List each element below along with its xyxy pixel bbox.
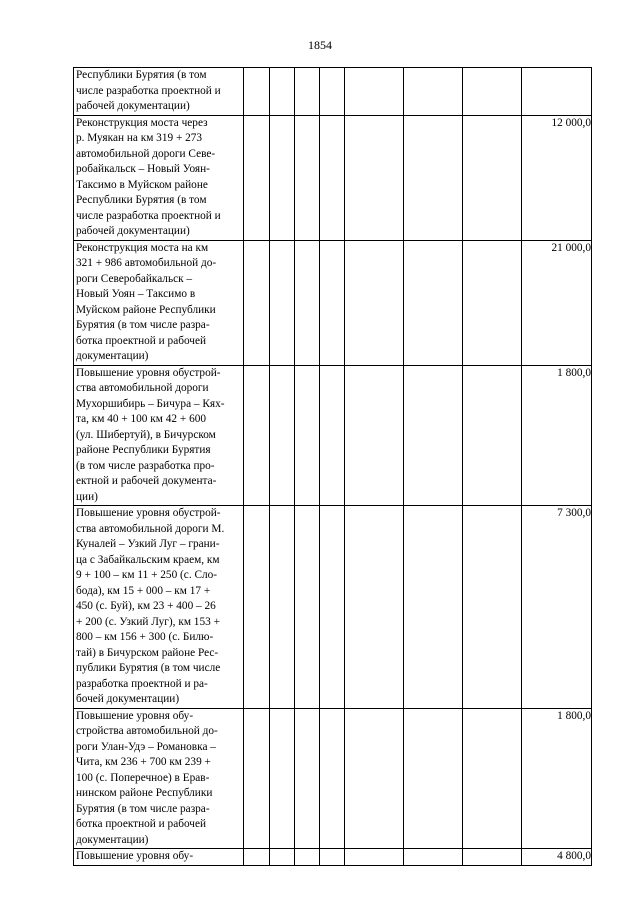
- empty-cell: [270, 849, 295, 866]
- empty-cell: [345, 506, 404, 709]
- table-row: [74, 708, 592, 849]
- amount-cell: 1 800,0: [522, 708, 592, 849]
- empty-cell: [320, 115, 345, 240]
- object-name-line: Повышение уровня обу-: [76, 709, 194, 722]
- object-name-line: ботка проектной и рабочей: [76, 334, 207, 347]
- object-name-line: ства автомобильной дороги М.: [76, 522, 225, 535]
- object-name-line: стройства автомобильной до-: [76, 725, 218, 737]
- object-name-cell: [74, 365, 244, 506]
- object-name-line: документации): [76, 833, 149, 846]
- amount-cell: [522, 68, 592, 116]
- empty-cell: [295, 365, 320, 506]
- object-name-line: публики Бурятия (в том числе: [76, 662, 221, 674]
- empty-cell: [404, 68, 463, 116]
- empty-cell: [463, 365, 522, 506]
- object-name-line: 800 – км 156 + 300 (с. Билю-: [76, 631, 214, 643]
- empty-cell: [270, 506, 295, 709]
- empty-cell: [270, 115, 295, 240]
- table-row: [74, 68, 592, 116]
- empty-cell: [404, 240, 463, 365]
- object-name-line: Новый Уоян – Таксимо в: [76, 288, 196, 300]
- amount-cell: 7 300,0: [522, 506, 592, 709]
- empty-cell: [320, 365, 345, 506]
- object-name-line: Бурятия (в том числе разра-: [76, 802, 210, 815]
- object-name-line: та, км 40 + 100 км 42 + 600: [76, 413, 207, 425]
- empty-cell: [295, 68, 320, 116]
- empty-cell: [320, 240, 345, 365]
- empty-cell: [463, 506, 522, 709]
- object-name-line: Реконструкция моста через: [76, 116, 208, 129]
- object-name-line: (ул. Шибертуй), в Бичурском: [76, 428, 216, 441]
- empty-cell: [320, 708, 345, 849]
- object-name-line: Республики Бурятия (в том: [76, 69, 207, 81]
- object-name-line: бода), км 15 + 000 – км 17 +: [76, 584, 211, 597]
- amount-cell: 1 800,0: [522, 365, 592, 506]
- object-name-line: Муйском районе Республики: [76, 303, 216, 316]
- amount-cell: 21 000,0: [522, 240, 592, 365]
- empty-cell: [270, 240, 295, 365]
- empty-cell: [270, 365, 295, 506]
- empty-cell: [295, 708, 320, 849]
- object-name-line: рабочей документации): [76, 100, 190, 112]
- object-name-line: ботка проектной и рабочей: [76, 818, 207, 830]
- object-name-line: ектной и рабочей документа-: [76, 475, 217, 487]
- empty-cell: [295, 506, 320, 709]
- empty-cell: [404, 115, 463, 240]
- object-name-line: ца с Забайкальским краем, км: [76, 553, 220, 566]
- empty-cell: [320, 849, 345, 866]
- object-name-line: Таксимо в Муйском районе: [76, 178, 208, 191]
- empty-cell: [295, 240, 320, 365]
- object-name-line: разработка проектной и ра-: [76, 677, 208, 690]
- empty-cell: [244, 506, 270, 709]
- object-name-cell: [74, 115, 244, 240]
- object-name-line: автомобильной дороги Севе-: [76, 147, 216, 160]
- budget-table: [73, 67, 592, 866]
- empty-cell: [345, 849, 404, 866]
- object-name-line: Повышение уровня обустрой-: [76, 507, 221, 519]
- empty-cell: [463, 115, 522, 240]
- table-row: [74, 849, 592, 866]
- object-name-line: бочей документации): [76, 693, 180, 705]
- object-name-line: числе разработка проектной и: [76, 209, 221, 222]
- object-name-line: Повышение уровня обустрой-: [76, 366, 221, 379]
- empty-cell: [320, 68, 345, 116]
- object-name-line: робайкальск – Новый Уоян-: [76, 163, 210, 175]
- object-name-line: нинском районе Республики: [76, 787, 213, 799]
- object-name-line: Республики Бурятия (в том: [76, 194, 207, 206]
- object-name-line: роги Улан-Удэ – Романовка –: [76, 740, 216, 753]
- empty-cell: [270, 708, 295, 849]
- object-name-line: тай) в Бичурском районе Рес-: [76, 646, 219, 659]
- empty-cell: [463, 849, 522, 866]
- empty-cell: [345, 115, 404, 240]
- table-row: [74, 506, 592, 709]
- object-name-line: Повышение уровня обу-: [76, 850, 194, 862]
- object-name-line: ства автомобильной дороги: [76, 382, 209, 394]
- empty-cell: [404, 506, 463, 709]
- empty-cell: [244, 365, 270, 506]
- empty-cell: [295, 849, 320, 866]
- object-name-line: 321 + 986 автомобильной до-: [76, 257, 217, 269]
- object-name-line: р. Муякан на км 319 + 273: [76, 132, 203, 144]
- empty-cell: [345, 240, 404, 365]
- object-name-line: роги Северобайкальск –: [76, 272, 193, 285]
- empty-cell: [404, 708, 463, 849]
- table-row: [74, 240, 592, 365]
- object-name-cell: [74, 708, 244, 849]
- empty-cell: [404, 849, 463, 866]
- empty-cell: [345, 68, 404, 116]
- object-name-line: 100 (с. Поперечное) в Ерав-: [76, 771, 210, 784]
- empty-cell: [295, 115, 320, 240]
- object-name-line: Чита, км 236 + 700 км 239 +: [76, 756, 211, 768]
- object-name-cell: [74, 849, 244, 866]
- amount-cell: 4 800,0: [522, 849, 592, 866]
- table-row: [74, 365, 592, 506]
- object-name-line: Мухоршибирь – Бичура – Кях-: [76, 397, 225, 410]
- page-number: 1854: [308, 38, 332, 52]
- object-name-line: районе Республики Бурятия: [76, 444, 211, 456]
- table-row: [74, 115, 592, 240]
- object-name-line: ции): [76, 490, 98, 503]
- empty-cell: [244, 240, 270, 365]
- empty-cell: [244, 68, 270, 116]
- object-name-line: документации): [76, 350, 149, 362]
- object-name-line: (в том числе разработка про-: [76, 459, 215, 472]
- object-name-line: + 200 (с. Узкий Луг), км 153 +: [76, 615, 220, 628]
- object-name-line: Реконструкция моста на км: [76, 241, 209, 254]
- object-name-line: Куналей – Узкий Луг – грани-: [76, 538, 220, 550]
- object-name-line: 450 (с. Буй), км 23 + 400 – 26: [76, 600, 216, 612]
- object-name-cell: [74, 240, 244, 365]
- empty-cell: [244, 849, 270, 866]
- object-name-line: Бурятия (в том числе разра-: [76, 319, 210, 331]
- empty-cell: [463, 708, 522, 849]
- empty-cell: [270, 68, 295, 116]
- object-name-cell: [74, 68, 244, 116]
- empty-cell: [320, 506, 345, 709]
- empty-cell: [244, 708, 270, 849]
- empty-cell: [244, 115, 270, 240]
- amount-cell: 12 000,0: [522, 115, 592, 240]
- object-name-line: числе разработка проектной и: [76, 84, 221, 97]
- empty-cell: [404, 365, 463, 506]
- object-name-line: 9 + 100 – км 11 + 250 (с. Сло-: [76, 569, 218, 581]
- empty-cell: [345, 365, 404, 506]
- empty-cell: [463, 240, 522, 365]
- object-name-cell: [74, 506, 244, 709]
- empty-cell: [463, 68, 522, 116]
- empty-cell: [345, 708, 404, 849]
- object-name-line: рабочей документации): [76, 225, 190, 237]
